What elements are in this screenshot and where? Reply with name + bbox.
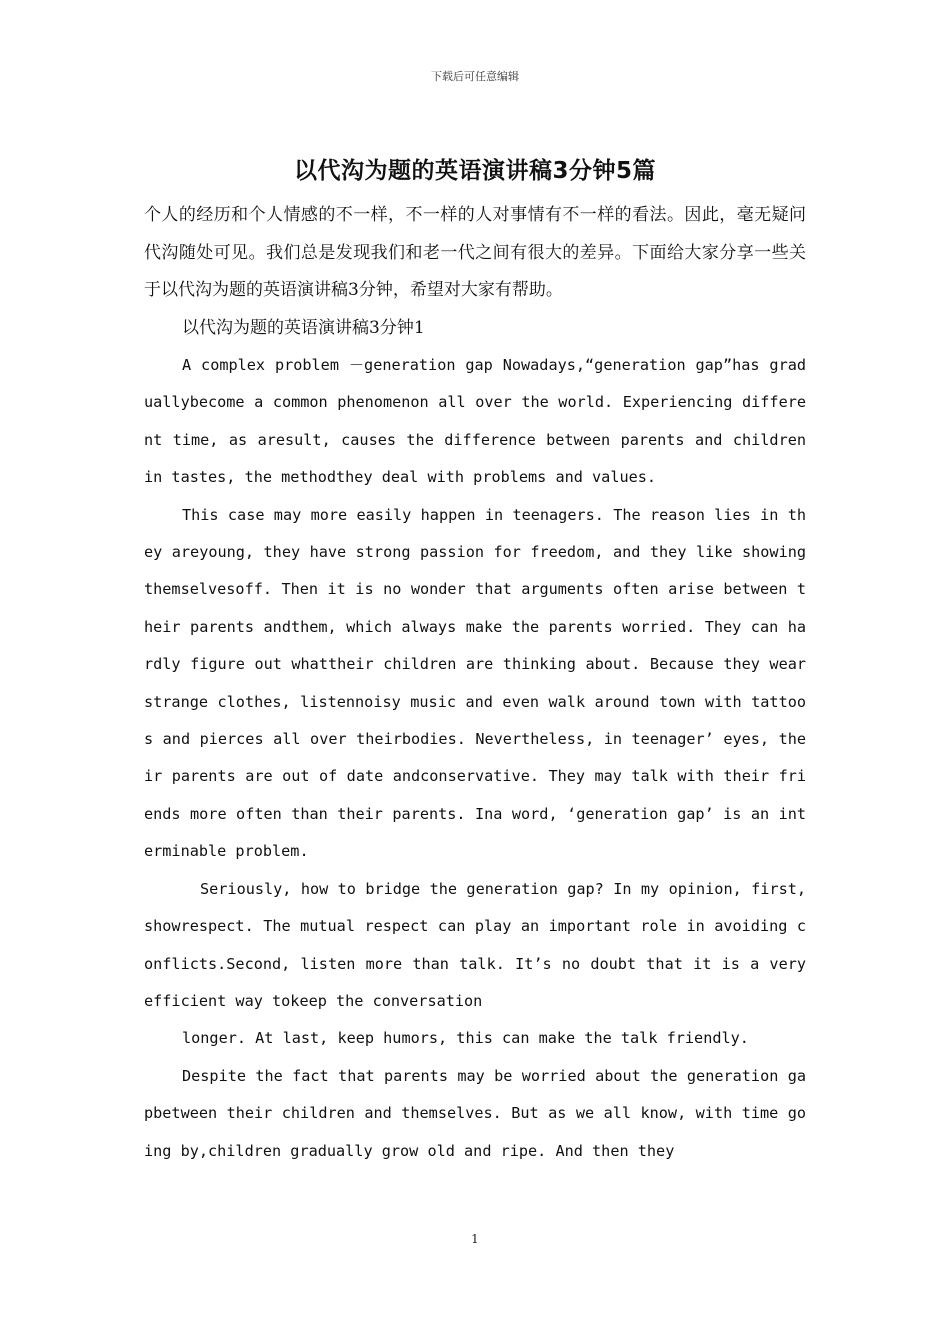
- page-number: 1: [471, 1232, 479, 1246]
- body-paragraph: Seriously, how to bridge the generation gap? In my opinion, first, showrespect. The mutual respect can play an important role in avoiding conflicts.Second, listen more than talk. It’s no doubt that it is a very efficient way tokeep the conversation: [144, 879, 806, 1010]
- document-body: [144, 197, 806, 1170]
- page-title: 以代沟为题的英语演讲稿3分钟5篇: [293, 158, 656, 184]
- body-paragraph: longer. At last, keep humors, this can make the talk friendly.: [182, 1029, 749, 1048]
- body-paragraph: This case may more easily happen in teenagers. The reason lies in they areyoung, they have strong passion for freedom, and they like showing themselvesoff. Then it is no wonder that arguments often arise between their parents andthem, which always make the parents worried. They can hardly figure out whattheir children are thinking about. Because they wear strange clothes, listennoisy music and even walk around town with tattoos and pierces all over theirbodies. Nevertheless, in teenager’ eyes, their parents are out of date andconservative. They may talk with their friends more often than their parents. Ina word, ‘generation gap’ is an interminable problem.: [144, 505, 806, 861]
- intro-paragraph: 个人的经历和个人情感的不一样，不一样的人对事情有不一样的看法。因此，毫无疑问代沟随处可见。我们总是发现我们和老一代之间有很大的差异。下面给大家分享一些关于以代沟为题的英语演讲稿3分钟，希望对大家有帮助。: [144, 205, 806, 300]
- body-paragraph: A complex problem －generation gap Nowadays,“generation gap”has graduallybecome a common phenomenon all over the world. Experiencing different time, as aresult, causes the difference between parents and children in tastes, the methodthey deal with problems and values.: [144, 356, 806, 487]
- body-paragraph: Despite the fact that parents may be worried about the generation gapbetween their children and themselves. But as we all know, with time going by,children gradually grow old and ripe. And then they: [144, 1066, 806, 1160]
- section-heading: 以代沟为题的英语演讲稿3分钟1: [182, 317, 425, 338]
- header-note: 下载后可任意编辑: [431, 70, 519, 83]
